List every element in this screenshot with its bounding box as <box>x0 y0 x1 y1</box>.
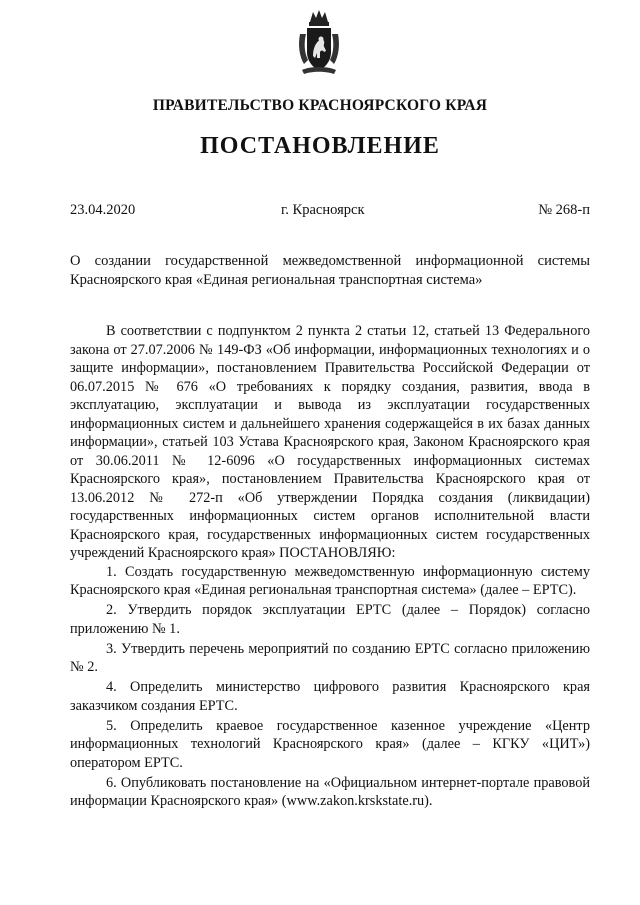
government-name: ПРАВИТЕЛЬСТВО КРАСНОЯРСКОГО КРАЯ <box>152 97 488 114</box>
resolution-item: 1. Создать государственную межведомственную информационную систему Красноярского края «Единая региональная транспортная система» (далее – ЕРТС). <box>70 563 590 598</box>
document-date: 23.04.2020 <box>70 202 136 218</box>
document-subject: О создании государственной межведомственной информационной системы Красноярского края «Единая региональная транспортная система» <box>70 253 590 288</box>
resolution-item: 4. Определить министерство цифрового развития Красноярского края заказчиком создания ЕРТС. <box>70 679 590 714</box>
document-type-title: ПОСТАНОВЛЕНИЕ <box>200 133 440 159</box>
coat-of-arms-icon <box>296 8 342 78</box>
resolution-item: 3. Утвердить перечень мероприятий по созданию ЕРТС согласно приложению № 2. <box>70 640 590 675</box>
document-city: г. Красноярск <box>281 202 365 218</box>
preamble-paragraph: В соответствии с подпунктом 2 пункта 2 статьи 12, статьей 13 Федерального закона от 27.07.2006 № 149-ФЗ «Об информации, информационных технологиях и о защите информации», постановлением Правительства Российской Федерации от 06.07.2015 № 676 «О требованиях к порядку создания, развития, ввода в эксплуатацию, эксплуатации и вывода из эксплуатации государственных информационных систем и дальнейшего хранения содержащейся в их базах данных информации», статьей 103 Устава Красноярского края, Законом Красноярского края от 30.06.2011 № 12-6096 «О государственных информационных системах Красноярского края», постановлением Правительства Красноярского края от 13.06.2012 № 272-п «Об утверждении Порядка создания (ликвидации) государственных информационных систем органов исполнительной власти Красноярского края, государственных информационных систем государственных учреждений Красноярского края» ПОСТАНОВЛЯЮ: <box>70 323 590 561</box>
document-number: № 268-п <box>538 202 590 218</box>
resolution-item: 5. Определить краевое государственное казенное учреждение «Центр информационных технологий Красноярского края» (далее – КГКУ «ЦИТ») оператором ЕРТС. <box>70 717 590 771</box>
resolution-item: 2. Утвердить порядок эксплуатации ЕРТС (далее – Порядок) согласно приложению № 1. <box>70 602 590 637</box>
document-body <box>70 322 590 812</box>
resolution-item: 6. Опубликовать постановление на «Официальном интернет-портале правовой информации Красноярского края» (www.zakon.krskstate.ru). <box>70 774 590 809</box>
